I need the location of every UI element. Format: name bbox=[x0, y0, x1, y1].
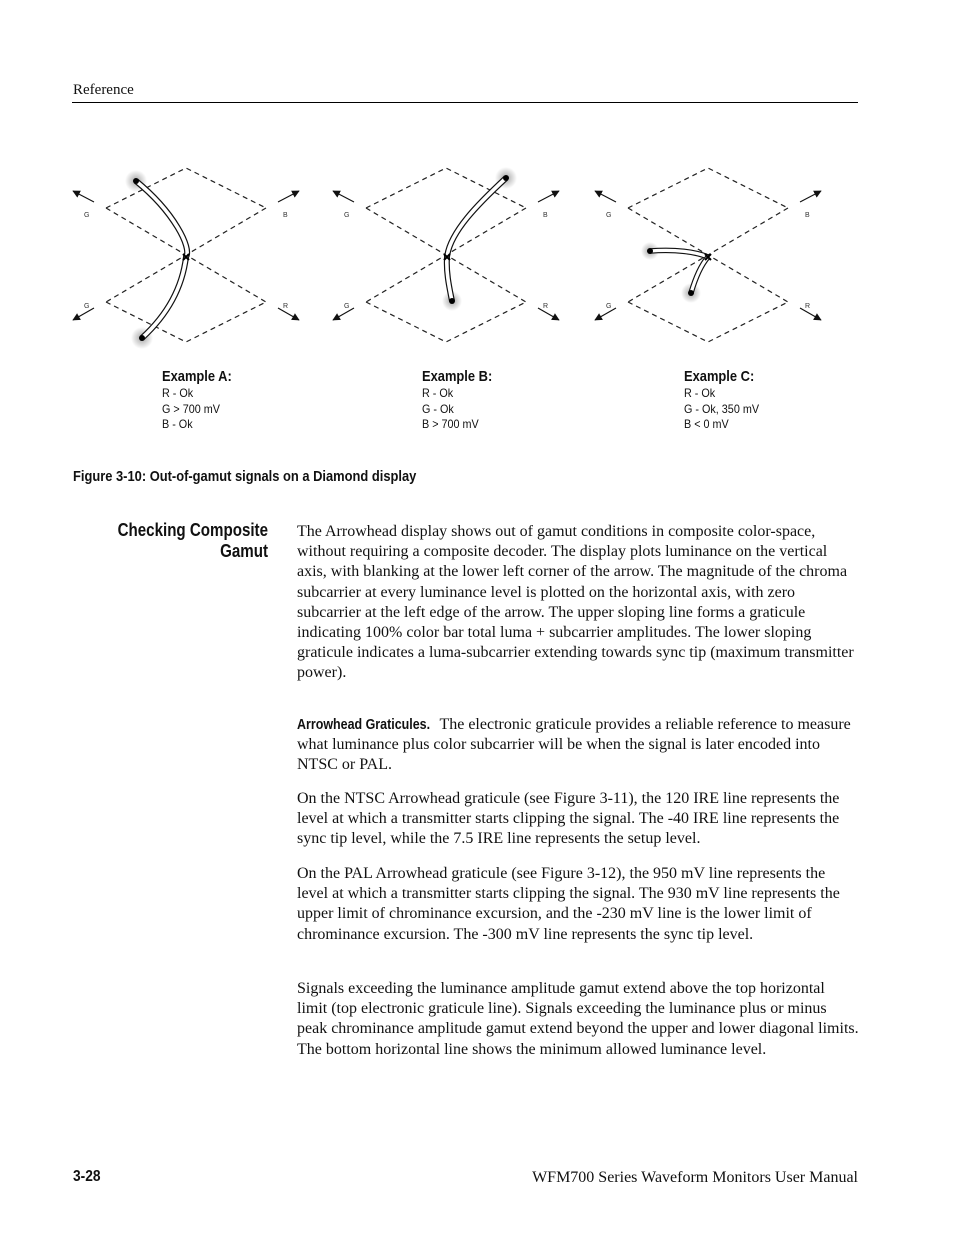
axis-label-g-bottom: G bbox=[344, 303, 350, 310]
axis-label-b-top: B bbox=[283, 212, 288, 219]
axis-label-r-bottom: R bbox=[543, 303, 549, 310]
example-line: R - Ok bbox=[684, 386, 716, 400]
diamond-diagram-a bbox=[70, 160, 320, 350]
intro-paragraph: The Arrowhead display shows out of gamut conditions in composite color-space, without requiring a composite decoder. The display plots luminance on the vertical axis, with blanking at the lower left corner of the arrow. The magnitude of the chroma subcarrier at every luminance level is plotted on the horizontal axis, with zero subcarrier at the left edge of the arrow. The upper sloping line forms a graticule indicating 100% color bar total luma + subcarrier amplitudes. The lower sloping graticule indicates a luma-subcarrier extending towards sync tip (maximum transmitter power). bbox=[297, 523, 854, 682]
section-heading-line: Gamut bbox=[220, 541, 268, 561]
run-in-heading: Arrowhead Graticules. bbox=[297, 717, 431, 733]
example-c-legend bbox=[684, 368, 767, 433]
pal-paragraph: On the PAL Arrowhead graticule (see Figure 3-12), the 950 mV line represents the level at which a transmitter starts clipping the signal. The 930 mV line represents the upper limit of chrominance excursion, and the -230 mV line is the lower limit of chrominance excursion. The -300 mV line represents the sync tip level. bbox=[297, 865, 840, 943]
example-line: G - Ok, 350 mV bbox=[684, 401, 760, 416]
example-line: G - Ok bbox=[422, 401, 454, 416]
footer-manual-title: WFM700 Series Waveform Monitors User Manual bbox=[532, 1169, 858, 1186]
page-number: 3-28 bbox=[73, 1168, 101, 1185]
axis-label-g-top: G bbox=[344, 212, 350, 219]
ntsc-paragraph: On the NTSC Arrowhead graticule (see Figure 3-11), the 120 IRE line represents the level at which a transmitter starts clipping the signal. The -40 IRE line represents the sync tip level, while the 7.5 IRE line represents the setup level. bbox=[297, 790, 840, 848]
axis-label-b-top: B bbox=[543, 212, 548, 219]
diamond-diagram-c bbox=[592, 160, 842, 350]
limits-paragraph: Signals exceeding the luminance amplitude gamut extend above the top horizontal limit (top electronic graticule line). Signals exceeding the luminance plus or minus peak chrominance amplitude gamut extend beyond the upper and lower diagonal limits. The bottom horizontal line shows the minimum allowed luminance level. bbox=[297, 980, 859, 1058]
section-heading-line: Checking Composite bbox=[117, 520, 269, 540]
axis-label-r-bottom: R bbox=[283, 303, 289, 310]
axis-label-g-bottom: G bbox=[84, 303, 90, 310]
graticules-paragraph bbox=[297, 715, 859, 776]
example-line: R - Ok bbox=[422, 386, 454, 400]
axis-label-g-top: G bbox=[606, 212, 612, 219]
axis-label-g-bottom: G bbox=[606, 303, 612, 310]
diamond-diagram-b bbox=[330, 160, 580, 350]
example-line: B < 0 mV bbox=[684, 417, 729, 431]
axis-label-g-top: G bbox=[84, 212, 90, 219]
graticules-text: The electronic graticule provides a reliable reference to measure what luminance plus color subcarrier will be when the signal is later encoded into NTSC or PAL. bbox=[297, 716, 851, 774]
figure-caption: Figure 3-10: Out-of-gamut signals on a Diamond display bbox=[73, 468, 417, 485]
axis-label-r-bottom: R bbox=[805, 303, 811, 310]
example-line: G > 700 mV bbox=[162, 401, 220, 416]
example-title: Example C: bbox=[684, 368, 755, 385]
example-line: B > 700 mV bbox=[422, 417, 479, 431]
example-b-legend bbox=[422, 368, 504, 433]
example-title: Example B: bbox=[422, 368, 493, 385]
running-header: Reference bbox=[73, 82, 134, 98]
example-title: Example A: bbox=[162, 368, 232, 385]
header-rule bbox=[72, 102, 858, 103]
example-line: B - Ok bbox=[162, 417, 193, 431]
example-line: R - Ok bbox=[162, 386, 194, 400]
example-a-legend bbox=[162, 368, 243, 433]
section-heading bbox=[60, 520, 268, 562]
axis-label-b-top: B bbox=[805, 212, 810, 219]
